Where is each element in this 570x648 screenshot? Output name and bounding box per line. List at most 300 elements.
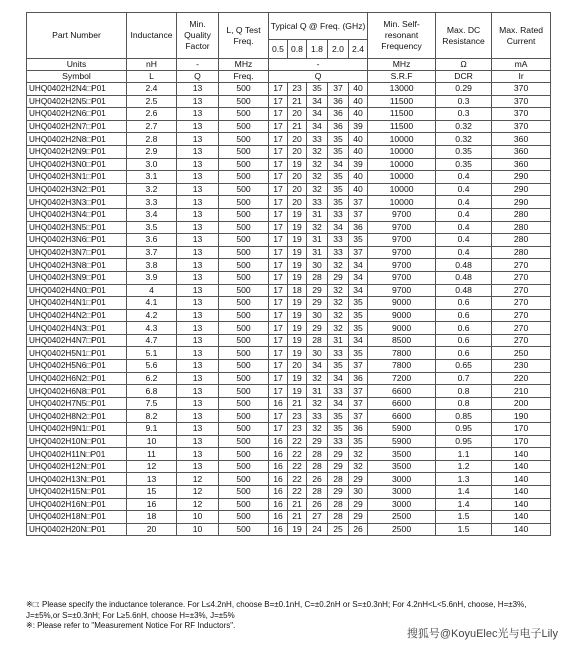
table-cell: 3.7 [127,246,177,259]
header-srf: Min. Self-resonant Frequency [368,13,436,59]
table-cell: 28 [328,498,349,511]
table-cell: 30 [307,259,328,272]
table-cell: 32 [328,322,349,335]
table-cell: 13 [177,145,219,158]
table-cell: 32 [328,284,349,297]
table-cell: 250 [492,347,551,360]
table-cell: 500 [219,158,269,171]
table-cell: 13 [177,334,219,347]
table-cell: 280 [492,221,551,234]
table-cell: 13 [177,360,219,373]
table-cell: 10000 [368,145,436,158]
table-cell: 140 [492,486,551,499]
symbol-current: Ir [492,71,551,83]
table-cell: 10000 [368,158,436,171]
table-cell: 13 [177,297,219,310]
table-cell: 31 [307,234,328,247]
table-cell: 21 [288,397,307,410]
table-cell: 17 [269,234,288,247]
table-cell: 29 [349,473,368,486]
table-cell: 7.5 [127,397,177,410]
table-cell: 0.8 [436,385,492,398]
part-number-cell: UHQ0402H3N1□P01 [27,171,127,184]
part-number-cell: UHQ0402H4N2□P01 [27,309,127,322]
table-cell: 17 [269,145,288,158]
table-cell: 370 [492,95,551,108]
table-cell: 35 [328,360,349,373]
table-cell: 500 [219,208,269,221]
table-cell: 13 [177,208,219,221]
header-dcr: Max. DC Resistance [436,13,492,59]
table-cell: 9700 [368,271,436,284]
table-cell: 0.3 [436,95,492,108]
table-cell: 28 [328,473,349,486]
table-cell: 500 [219,322,269,335]
table-cell: 500 [219,221,269,234]
footnote-tolerance: ※□: Please specify the inductance tolerance. For L≤4.2nH, choose B=±0.1nH, C=±0.2nH or S=±0.3nH; For 4.2nH<L<5.6nH, choose, H=±3%, J=±5%,or S=±0.3nH; For L≥5.6nH, choose H=±3%, J=±5% [26,600,527,620]
table-cell: 1.4 [436,486,492,499]
table-cell: 500 [219,360,269,373]
table-cell: 3.8 [127,259,177,272]
table-cell: 500 [219,234,269,247]
table-row [27,259,551,272]
part-number-cell: UHQ0402H20N□P01 [27,523,127,536]
table-cell: 22 [288,435,307,448]
table-cell: 33 [307,410,328,423]
table-cell: 16 [269,498,288,511]
table-cell: 3500 [368,460,436,473]
table-cell: 0.85 [436,410,492,423]
table-cell: 5900 [368,423,436,436]
table-cell: 29 [328,486,349,499]
part-number-cell: UHQ0402H2N7□P01 [27,120,127,133]
table-cell: 16 [269,397,288,410]
table-cell: 270 [492,259,551,272]
table-cell: 16 [269,460,288,473]
symbol-dcr: DCR [436,71,492,83]
table-cell: 13 [177,83,219,96]
table-cell: 13 [177,284,219,297]
table-cell: 35 [328,145,349,158]
table-cell: 140 [492,511,551,524]
table-row [27,460,551,473]
table-cell: 17 [269,133,288,146]
table-cell: 0.48 [436,284,492,297]
table-cell: 3000 [368,498,436,511]
table-cell: 500 [219,120,269,133]
table-cell: 17 [269,246,288,259]
table-cell: 270 [492,297,551,310]
part-number-cell: UHQ0402H3N4□P01 [27,208,127,221]
header-freq-1: 0.8 [288,40,307,59]
table-cell: 21 [288,120,307,133]
table-cell: 32 [328,309,349,322]
table-cell: 13 [177,309,219,322]
table-cell: 21 [288,498,307,511]
table-row [27,83,551,96]
table-cell: 0.35 [436,145,492,158]
table-cell: 22 [288,473,307,486]
table-cell: 20 [288,133,307,146]
table-cell: 40 [349,171,368,184]
table-cell: 1.4 [436,498,492,511]
table-cell: 3.0 [127,158,177,171]
table-cell: 32 [307,158,328,171]
table-cell: 360 [492,158,551,171]
table-cell: 28 [307,486,328,499]
table-row [27,347,551,360]
table-cell: 10 [177,523,219,536]
table-cell: 6600 [368,397,436,410]
table-cell: 140 [492,523,551,536]
part-number-cell: UHQ0402H4N1□P01 [27,297,127,310]
table-cell: 500 [219,435,269,448]
table-cell: 7800 [368,360,436,373]
table-cell: 34 [349,284,368,297]
table-cell: 13 [177,95,219,108]
table-cell: 37 [349,196,368,209]
table-cell: 19 [288,523,307,536]
table-cell: 35 [349,322,368,335]
table-cell: 22 [288,486,307,499]
table-cell: 20 [288,360,307,373]
table-cell: 33 [328,347,349,360]
table-cell: 0.35 [436,158,492,171]
part-number-cell: UHQ0402H6N2□P01 [27,372,127,385]
table-cell: 40 [349,183,368,196]
table-cell: 28 [307,271,328,284]
table-cell: 10 [177,511,219,524]
header-freq-0: 0.5 [269,40,288,59]
table-cell: 9700 [368,246,436,259]
units-srf: MHz [368,59,436,71]
table-cell: 500 [219,246,269,259]
part-number-cell: UHQ0402H4N7□P01 [27,334,127,347]
table-cell: 13 [177,435,219,448]
table-cell: 500 [219,498,269,511]
table-cell: 3500 [368,448,436,461]
table-cell: 32 [349,448,368,461]
table-cell: 35 [328,196,349,209]
table-cell: 23 [288,83,307,96]
table-cell: 40 [349,95,368,108]
part-number-cell: UHQ0402H2N4□P01 [27,83,127,96]
part-number-cell: UHQ0402H2N5□P01 [27,95,127,108]
table-cell: 32 [349,460,368,473]
table-cell: 20 [288,108,307,121]
table-cell: 500 [219,448,269,461]
table-cell: 35 [328,133,349,146]
table-cell: 18 [127,511,177,524]
table-cell: 4.7 [127,334,177,347]
table-cell: 17 [269,108,288,121]
table-cell: 13 [177,423,219,436]
header-min-q: Min. Quality Factor [177,13,219,59]
table-cell: 19 [288,158,307,171]
table-cell: 13000 [368,83,436,96]
table-cell: 2500 [368,523,436,536]
table-cell: 9000 [368,297,436,310]
table-row [27,397,551,410]
table-cell: 11500 [368,120,436,133]
table-cell: 29 [349,498,368,511]
table-cell: 13 [177,397,219,410]
table-cell: 40 [349,108,368,121]
table-row [27,473,551,486]
table-cell: 34 [349,271,368,284]
header-part-number: Part Number [27,13,127,59]
table-cell: 33 [328,435,349,448]
table-cell: 36 [349,423,368,436]
table-cell: 280 [492,208,551,221]
table-cell: 19 [288,271,307,284]
table-cell: 200 [492,397,551,410]
table-cell: 6600 [368,385,436,398]
table-cell: 280 [492,246,551,259]
symbol-l: L [127,71,177,83]
table-cell: 5900 [368,435,436,448]
table-row [27,196,551,209]
table-cell: 290 [492,171,551,184]
table-row [27,360,551,373]
part-number-cell: UHQ0402H15N□P01 [27,486,127,499]
table-cell: 39 [349,158,368,171]
table-cell: 18 [288,284,307,297]
table-cell: 19 [288,221,307,234]
table-cell: 500 [219,83,269,96]
table-cell: 10000 [368,196,436,209]
table-cell: 10 [127,435,177,448]
units-label: Units [27,59,127,71]
table-cell: 0.6 [436,347,492,360]
table-cell: 31 [307,385,328,398]
table-cell: 140 [492,498,551,511]
table-cell: 34 [349,334,368,347]
table-cell: 35 [328,183,349,196]
table-cell: 270 [492,334,551,347]
part-number-cell: UHQ0402H2N9□P01 [27,145,127,158]
part-number-cell: UHQ0402H3N0□P01 [27,158,127,171]
table-cell: 170 [492,423,551,436]
table-cell: 28 [307,460,328,473]
table-cell: 2.6 [127,108,177,121]
table-cell: 1.5 [436,511,492,524]
table-cell: 32 [307,372,328,385]
table-cell: 35 [328,423,349,436]
table-cell: 500 [219,473,269,486]
part-number-cell: UHQ0402H9N1□P01 [27,423,127,436]
table-cell: 4.2 [127,309,177,322]
table-cell: 34 [328,397,349,410]
table-cell: 500 [219,511,269,524]
table-cell: 370 [492,108,551,121]
table-cell: 17 [269,385,288,398]
table-row [27,120,551,133]
table-cell: 16 [127,498,177,511]
part-number-cell: UHQ0402H11N□P01 [27,448,127,461]
table-cell: 0.6 [436,322,492,335]
table-cell: 34 [349,259,368,272]
table-cell: 500 [219,347,269,360]
table-cell: 0.95 [436,435,492,448]
table-cell: 10000 [368,171,436,184]
table-cell: 2.7 [127,120,177,133]
symbol-freq: Freq. [219,71,269,83]
part-number-cell: UHQ0402H3N8□P01 [27,259,127,272]
table-cell: 17 [269,221,288,234]
table-cell: 19 [288,297,307,310]
inductor-spec-table [26,12,551,536]
symbol-typq: Q [269,71,368,83]
table-cell: 3.3 [127,196,177,209]
table-cell: 140 [492,473,551,486]
table-row [27,234,551,247]
table-cell: 16 [269,435,288,448]
table-row [27,309,551,322]
part-number-cell: UHQ0402H7N5□P01 [27,397,127,410]
table-cell: 140 [492,448,551,461]
table-cell: 3000 [368,473,436,486]
table-cell: 7800 [368,347,436,360]
table-row [27,486,551,499]
table-row [27,271,551,284]
table-cell: 35 [349,309,368,322]
part-number-cell: UHQ0402H5N6□P01 [27,360,127,373]
table-cell: 33 [328,208,349,221]
table-cell: 500 [219,196,269,209]
table-cell: 31 [307,246,328,259]
table-cell: 3.9 [127,271,177,284]
table-cell: 3.4 [127,208,177,221]
table-cell: 36 [328,108,349,121]
table-cell: 17 [269,83,288,96]
table-cell: 3.2 [127,183,177,196]
table-cell: 22 [288,448,307,461]
table-row [27,372,551,385]
table-cell: 13 [177,372,219,385]
table-cell: 11500 [368,108,436,121]
table-cell: 0.48 [436,271,492,284]
table-cell: 16 [269,486,288,499]
table-cell: 12 [177,486,219,499]
table-cell: 360 [492,133,551,146]
table-cell: 20 [127,523,177,536]
table-cell: 500 [219,145,269,158]
table-cell: 23 [288,423,307,436]
table-cell: 230 [492,360,551,373]
table-cell: 370 [492,83,551,96]
watermark-text: 搜狐号@KoyuElec光与电子Lily [406,628,558,640]
table-cell: 19 [288,234,307,247]
table-cell: 6600 [368,410,436,423]
table-cell: 26 [307,498,328,511]
table-cell: 37 [328,83,349,96]
table-cell: 2.5 [127,95,177,108]
table-cell: 17 [269,347,288,360]
table-cell: 19 [288,347,307,360]
table-cell: 34 [307,360,328,373]
table-cell: 31 [328,334,349,347]
table-cell: 500 [219,523,269,536]
table-cell: 19 [288,385,307,398]
table-row [27,183,551,196]
table-cell: 36 [328,120,349,133]
table-cell: 30 [307,347,328,360]
table-cell: 30 [307,309,328,322]
table-cell: 270 [492,271,551,284]
header-freq-2: 1.8 [307,40,328,59]
table-row [27,410,551,423]
table-cell: 9.1 [127,423,177,436]
units-l: nH [127,59,177,71]
table-cell: 19 [288,246,307,259]
table-cell: 13 [177,460,219,473]
table-cell: 140 [492,460,551,473]
table-cell: 32 [328,259,349,272]
table-cell: 0.4 [436,183,492,196]
table-cell: 1.2 [436,460,492,473]
table-cell: 17 [269,410,288,423]
table-cell: 290 [492,196,551,209]
table-cell: 36 [328,95,349,108]
table-row [27,133,551,146]
units-dcr: Ω [436,59,492,71]
table-cell: 37 [349,208,368,221]
table-cell: 36 [349,221,368,234]
table-cell: 0.4 [436,171,492,184]
part-number-cell: UHQ0402H13N□P01 [27,473,127,486]
table-cell: 500 [219,423,269,436]
table-cell: 21 [288,95,307,108]
table-cell: 16 [269,448,288,461]
table-cell: 33 [328,385,349,398]
table-cell: 1.5 [436,523,492,536]
part-number-cell: UHQ0402H3N6□P01 [27,234,127,247]
table-cell: 9700 [368,284,436,297]
table-cell: 0.4 [436,208,492,221]
table-cell: 17 [269,360,288,373]
table-cell: 13 [177,448,219,461]
table-cell: 17 [269,183,288,196]
table-cell: 9700 [368,208,436,221]
table-cell: 17 [269,95,288,108]
table-cell: 17 [269,196,288,209]
table-cell: 270 [492,284,551,297]
table-cell: 35 [349,297,368,310]
table-cell: 37 [349,397,368,410]
table-cell: 28 [307,334,328,347]
table-cell: 500 [219,133,269,146]
part-number-cell: UHQ0402H4N0□P01 [27,284,127,297]
table-cell: 29 [307,435,328,448]
table-cell: 21 [288,511,307,524]
table-cell: 13 [177,347,219,360]
table-cell: 17 [269,171,288,184]
table-cell: 13 [177,246,219,259]
table-cell: 9000 [368,322,436,335]
table-cell: 0.4 [436,221,492,234]
table-cell: 10000 [368,183,436,196]
table-cell: 28 [307,448,328,461]
table-cell: 27 [307,511,328,524]
table-cell: 0.7 [436,372,492,385]
units-freq: MHz [219,59,269,71]
table-cell: 32 [307,171,328,184]
table-cell: 29 [328,460,349,473]
part-number-cell: UHQ0402H3N2□P01 [27,183,127,196]
table-cell: 290 [492,183,551,196]
table-cell: 32 [307,221,328,234]
